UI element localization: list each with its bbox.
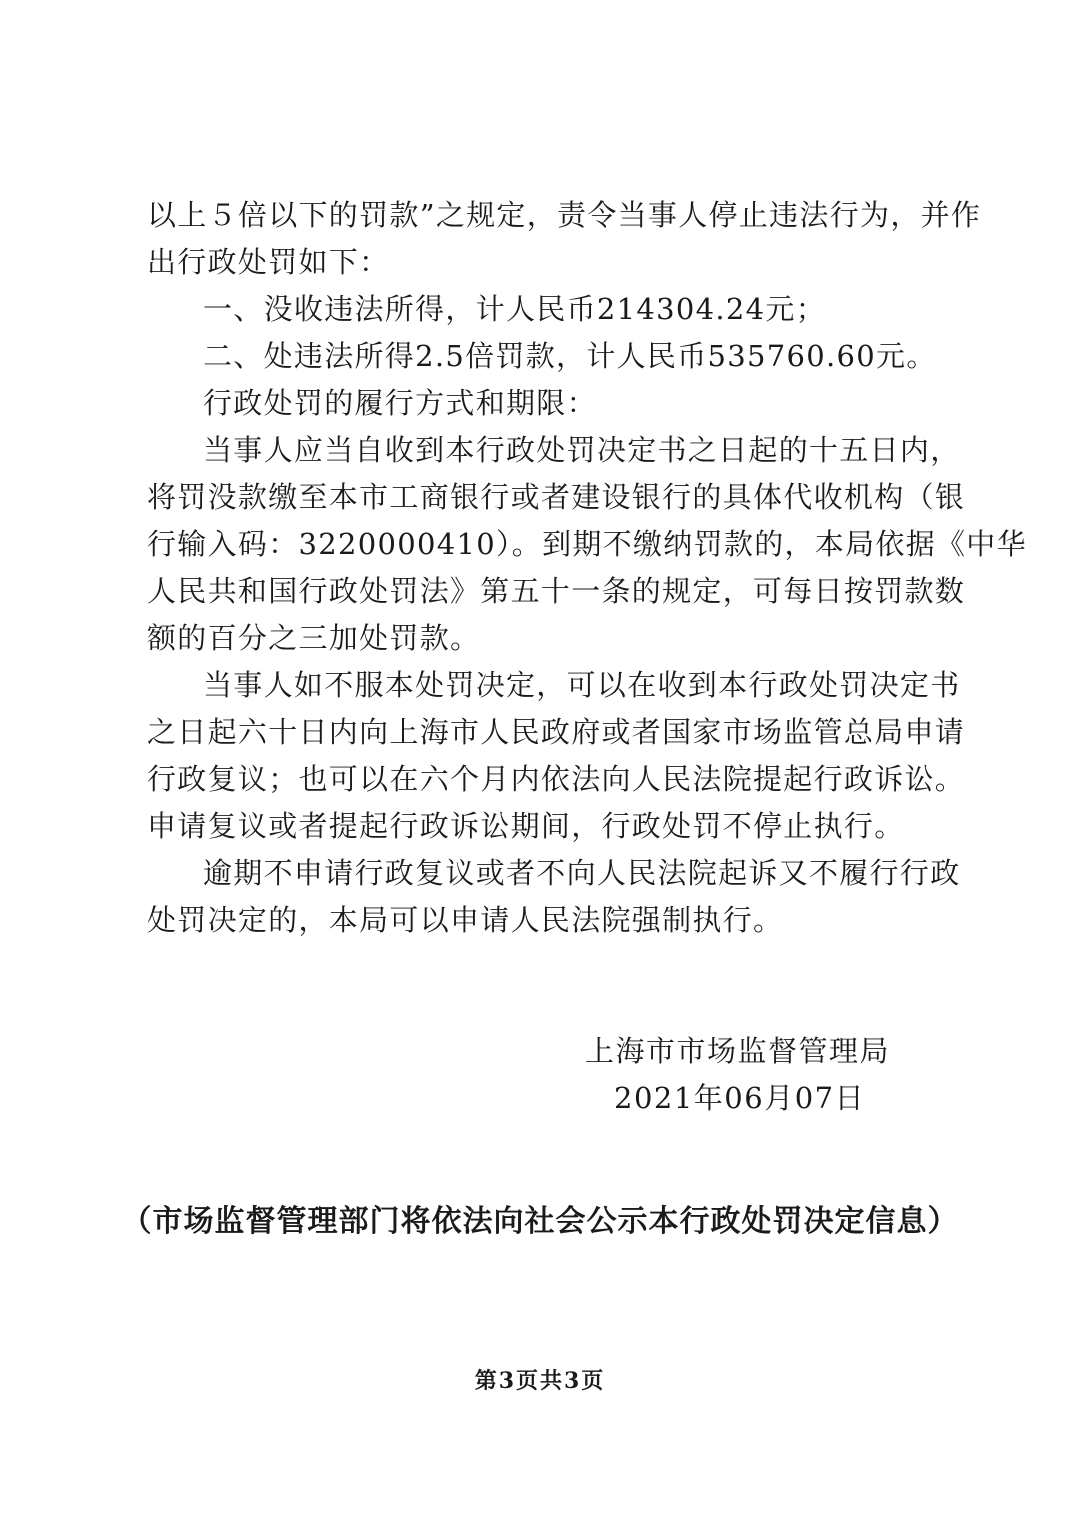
body-line: 行政复议；也可以在六个月内依法向人民法院提起行政诉讼。 xyxy=(147,762,966,796)
body-line: 一、没收违法所得，计人民币214304.24元； xyxy=(203,292,827,326)
body-line: 额的百分之三加处罚款。 xyxy=(147,621,481,655)
body-line: 申请复议或者提起行政诉讼期间，行政处罚不停止执行。 xyxy=(147,809,905,843)
body-line: 二、处违法所得2.5倍罚款，计人民币535760.60元。 xyxy=(203,339,937,373)
body-line: 之日起六十日内向上海市人民政府或者国家市场监管总局申请 xyxy=(147,715,966,749)
body-line: 行输入码：3220000410）。到期不缴纳罚款的，本局依据《中华 xyxy=(147,527,1027,561)
body-line: 出行政处罚如下： xyxy=(147,245,390,279)
signer-date: 2021年06月07日 xyxy=(614,1081,866,1115)
page-number: 第3页共3页 xyxy=(474,1368,606,1394)
body-line: 将罚没款缴至本市工商银行或者建设银行的具体代收机构（银 xyxy=(147,480,966,514)
body-line: 行政处罚的履行方式和期限： xyxy=(203,386,597,420)
body-line: 以上５倍以下的罚款”之规定，责令当事人停止违法行为，并作 xyxy=(147,198,982,232)
body-line: 当事人应当自收到本行政处罚决定书之日起的十五日内， xyxy=(203,433,961,467)
body-line: 人民共和国行政处罚法》第五十一条的规定，可每日按罚款数 xyxy=(147,574,966,608)
public-notice: （市场监督管理部门将依法向社会公示本行政处罚决定信息） xyxy=(121,1204,959,1239)
body-line: 处罚决定的，本局可以申请人民法院强制执行。 xyxy=(147,903,784,937)
signer-organization: 上海市市场监督管理局 xyxy=(585,1034,891,1068)
body-line: 当事人如不服本处罚决定，可以在收到本行政处罚决定书 xyxy=(203,668,961,702)
body-line: 逾期不申请行政复议或者不向人民法院起诉又不履行行政 xyxy=(203,856,961,890)
